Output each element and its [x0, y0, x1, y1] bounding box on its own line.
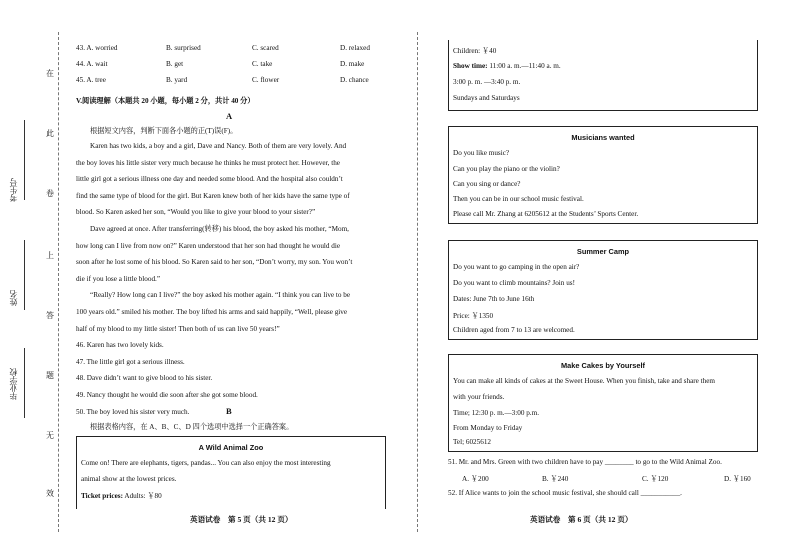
passage-line: blood. So Karen asked her son, “Would you like to give your blood to your sister?” — [76, 208, 316, 217]
passage-line: soon after he lost some of his blood. So Karen said to her son, “Don’t worry, my son. You won’t — [76, 258, 353, 267]
option-44-a[interactable]: 44. A. wait — [76, 60, 108, 68]
passage-line: “Really? How long can I live?” the boy asked his mother again. “I think you can live to be — [90, 291, 351, 300]
school-blank[interactable] — [24, 348, 25, 418]
passage-line: Karen has two kids, a boy and a girl, Dave and Nancy. Both of them are very lovely. And — [90, 142, 347, 150]
show-time-label: Show time: — [453, 62, 488, 70]
part-b-letter: B — [226, 406, 232, 416]
show-time-morning: 11:00 a. m.—11:40 a. m. — [489, 62, 561, 70]
part-a-instruction: 根据短文内容，判断下面各小题的正(T)误(F)。 — [90, 127, 238, 135]
margin-char: 题 — [46, 371, 54, 380]
option-45-a[interactable]: 45. A. tree — [76, 76, 106, 84]
passage-line: little girl got a serious illness one day and needed some blood. And the hospital also couldn’t — [76, 175, 343, 184]
summer-camp-line: Dates: June 7th to June 16th — [453, 295, 535, 303]
option-51-c[interactable]: C. ￥120 — [642, 475, 669, 483]
make-cakes-line: Tel; 6025612 — [453, 438, 492, 446]
ticket-label: Ticket prices: — [81, 492, 123, 500]
margin-char: 在 — [46, 69, 54, 78]
option-45-b[interactable]: B. yard — [166, 76, 188, 84]
passage-a — [76, 138, 384, 420]
passage-line: half of my blood to my little sister! Then both of us can live 50 years!” — [76, 324, 280, 333]
part-b-instruction: 根据表格内容，在 A、B、C、D 四个选项中选择一个正确答案。 — [90, 423, 294, 431]
passage-line: 100 years old.” smiled his mother. The boy lifted his arms and said happily, “Well, please give — [76, 307, 348, 316]
musicians-line: Can you play the piano or the violin? — [453, 165, 560, 173]
option-51-d[interactable]: D. ￥160 — [724, 475, 751, 483]
make-cakes-line: Time; 12:30 p. m.—3:00 p.m. — [453, 409, 539, 417]
passage-line: die if you lose a little blood.” — [76, 274, 161, 283]
candidate-number-label: 考生号 — [9, 178, 18, 202]
part-a-letter: A — [226, 111, 233, 121]
question-51: 51. Mr. and Mrs. Green with two children have to pay ________ to go to the Wild Animal Zoo. — [448, 458, 722, 466]
zoo-box — [76, 436, 386, 509]
school-label: 毕业学校 — [9, 368, 18, 400]
option-43-d[interactable]: D. relaxed — [340, 44, 370, 52]
margin-char: 效 — [46, 489, 54, 498]
show-time-afternoon: 3:00 p. m. —3:40 p. m. — [453, 78, 521, 86]
question-50: 50. The boy loved his sister very much. — [76, 407, 190, 416]
make-cakes-box — [448, 354, 758, 452]
page-divider — [417, 32, 418, 532]
make-cakes-line: You can make all kinds of cakes at the Sweet House. When you finish, take and share them — [453, 377, 716, 385]
option-43-b[interactable]: B. surprised — [166, 44, 201, 52]
ticket-adults: Adults: ￥80 — [124, 492, 162, 500]
musicians-line: Please call Mr. Zhang at 6205612 at the Students’ Sports Center. — [453, 210, 639, 218]
zoo-days: Sundays and Saturdays — [453, 94, 520, 102]
question-52: 52. If Alice wants to join the school music festival, she should call ___________. — [448, 489, 682, 497]
summer-camp-title: Summer Camp — [576, 247, 630, 256]
musicians-line: Do you like music? — [453, 149, 510, 157]
summer-camp-line: Do you want to go camping in the open air? — [453, 263, 580, 271]
passage-line: Dave agreed at once. After transferring(转移) his blood, the boy asked his mother, “Mom, — [90, 224, 349, 233]
name-label: 姓名 — [9, 290, 18, 306]
summer-camp-box — [448, 240, 758, 340]
passage-line: the boy loves his little sister very much because he thinks he must protect her. However, the — [76, 158, 340, 167]
section-heading: V.阅读理解（本题共 20 小题，每小题 2 分，共计 40 分） — [76, 97, 255, 105]
zoo-box-continued — [448, 40, 758, 111]
dashed-cut-line — [58, 32, 59, 532]
zoo-box-title: A Wild Animal Zoo — [198, 443, 264, 452]
musicians-title: Musicians wanted — [571, 133, 635, 142]
margin-char: 卷 — [46, 189, 54, 198]
option-51-b[interactable]: B. ￥240 — [542, 475, 569, 483]
option-45-d[interactable]: D. chance — [340, 76, 369, 84]
margin-char: 此 — [46, 129, 54, 138]
zoo-box-line: animal show at the lowest prices. — [81, 475, 177, 483]
passage-line: find the same type of blood for the girl. But Karen knew both of her kids have the same type of — [76, 191, 350, 200]
make-cakes-line: with your friends. — [453, 393, 505, 401]
option-43-c[interactable]: C. scared — [252, 44, 279, 52]
summer-camp-line: Price: ￥1350 — [453, 312, 494, 320]
margin-char: 上 — [46, 251, 54, 260]
option-44-b[interactable]: B. get — [166, 60, 184, 68]
question-48: 48. Dave didn’t want to give blood to his sister. — [76, 374, 213, 383]
musicians-box — [448, 126, 758, 224]
make-cakes-title: Make Cakes by Yourself — [561, 361, 645, 370]
page-6-footer: 英语试卷 第 6 页（共 12 页） — [530, 515, 633, 524]
page-5-footer: 英语试卷 第 5 页（共 12 页） — [190, 515, 293, 524]
margin-char: 无 — [46, 431, 54, 440]
option-45-c[interactable]: C. flower — [252, 76, 280, 84]
passage-line: how long can I live from now on?” Karen understood that her son had thought he would die — [76, 241, 341, 250]
name-blank[interactable] — [24, 240, 25, 310]
make-cakes-line: From Monday to Friday — [453, 424, 523, 432]
candidate-number-blank[interactable] — [24, 120, 25, 200]
question-47: 47. The little girl got a serious illness. — [76, 357, 185, 366]
musicians-line: Can you sing or dance? — [453, 180, 521, 188]
question-46: 46. Karen has two lovely kids. — [76, 341, 164, 350]
zoo-box-line: Come on! There are elephants, tigers, pandas... You can also enjoy the most interesting — [81, 459, 331, 467]
zoo-children-price: Children: ￥40 — [453, 47, 497, 55]
margin-char: 答 — [46, 311, 54, 320]
question-49: 49. Nancy thought he would die soon after she got some blood. — [76, 390, 258, 399]
musicians-line: Then you can be in our school music festival. — [453, 195, 584, 203]
zoo-ticket-prices — [81, 491, 162, 501]
summer-camp-line: Do you want to climb mountains? Join us! — [453, 279, 575, 287]
summer-camp-line: Children aged from 7 to 13 are welcomed. — [453, 326, 575, 334]
option-51-a[interactable]: A. ￥200 — [462, 475, 489, 483]
zoo-show-time — [453, 62, 561, 70]
option-43-a[interactable]: 43. A. worried — [76, 44, 118, 52]
option-44-c[interactable]: C. take — [252, 60, 273, 68]
option-44-d[interactable]: D. make — [340, 60, 365, 68]
